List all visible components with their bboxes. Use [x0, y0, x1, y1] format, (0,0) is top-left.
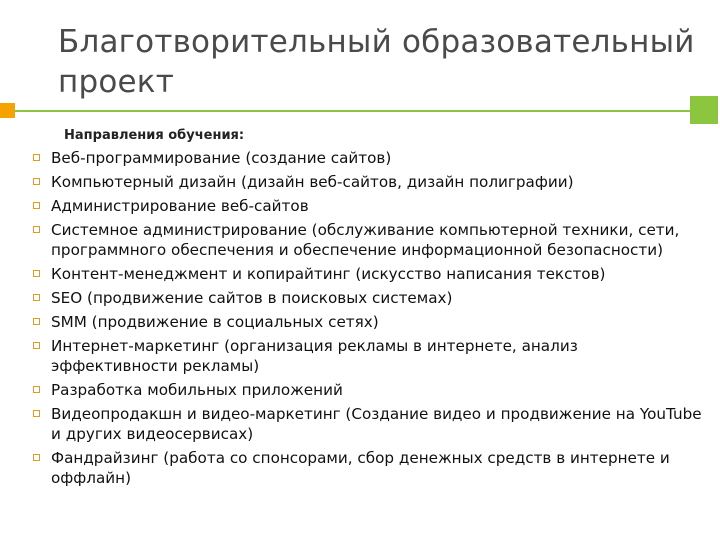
square-bullet-icon: [33, 454, 40, 461]
list-item: [31, 288, 703, 308]
list-item: [31, 196, 703, 216]
square-bullet-icon: [33, 318, 40, 325]
square-bullet-icon: [33, 270, 40, 277]
square-bullet-icon: [33, 226, 40, 233]
square-bullet-icon: [33, 410, 40, 417]
list-item-text: Фандрайзинг (работа со спонсорами, сбор денежных средств в интернете и оффлайн): [51, 449, 670, 487]
directions-list: [31, 148, 703, 492]
slide-title: Благотворительный образовательный проект: [58, 24, 695, 100]
section-subtitle: Направления обучения:: [64, 128, 245, 143]
list-item: [31, 312, 703, 332]
decor-orange-square: [0, 103, 15, 118]
list-item-text: Компьютерный дизайн (дизайн веб-сайтов, дизайн полиграфии): [51, 173, 574, 191]
list-item-text: Интернет-маркетинг (организация рекламы в интернете, анализ эффективности рекламы): [51, 337, 578, 375]
list-item: [31, 336, 703, 376]
square-bullet-icon: [33, 294, 40, 301]
square-bullet-icon: [33, 178, 40, 185]
square-bullet-icon: [33, 154, 40, 161]
list-item: [31, 404, 703, 444]
square-bullet-icon: [33, 386, 40, 393]
list-item-text: SMM (продвижение в социальных сетях): [51, 313, 379, 331]
list-item: [31, 380, 703, 400]
square-bullet-icon: [33, 202, 40, 209]
list-item: [31, 220, 703, 260]
divider-line: [15, 110, 705, 112]
list-item: [31, 264, 703, 284]
list-item-text: Разработка мобильных приложений: [51, 381, 343, 399]
list-item-text: Веб-программирование (создание сайтов): [51, 149, 392, 167]
square-bullet-icon: [33, 342, 40, 349]
list-item-text: Контент-менеджмент и копирайтинг (искусство написания текстов): [51, 265, 606, 283]
list-item-text: SEO (продвижение сайтов в поисковых системах): [51, 289, 453, 307]
list-item: [31, 448, 703, 488]
list-item-text: Видеопродакшн и видео-маркетинг (Создание видео и продвижение на YouTube и других видеосервисах): [51, 405, 702, 443]
list-item: [31, 148, 703, 168]
list-item: [31, 172, 703, 192]
list-item-text: Администрирование веб-сайтов: [51, 197, 309, 215]
list-item-text: Системное администрирование (обслуживание компьютерной техники, сети, программного обеспечения и обеспечение информационной безопасности): [51, 221, 680, 259]
